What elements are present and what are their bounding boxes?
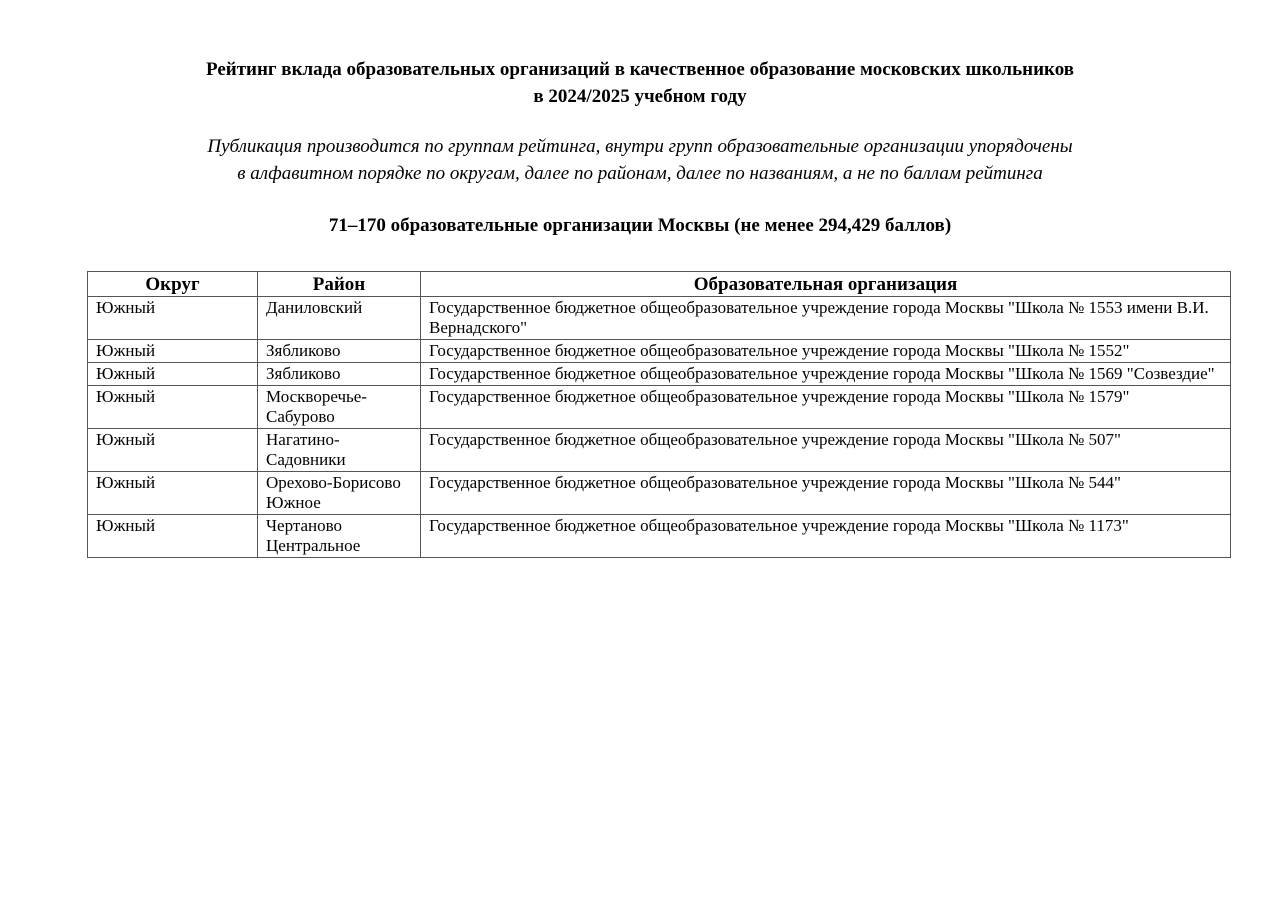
cell-okrug: Южный [88,429,258,472]
table-header-row [88,272,1231,297]
column-header-organization: Образовательная организация [421,272,1231,297]
cell-organization: Государственное бюджетное общеобразовательное учреждение города Москвы "Школа № 1579" [421,386,1231,429]
table-row [88,515,1231,558]
cell-okrug: Южный [88,297,258,340]
cell-rayon: Зябликово [258,363,421,386]
table-row [88,363,1231,386]
cell-rayon: Зябликово [258,340,421,363]
document-title [0,56,1280,110]
group-heading: 71–170 образовательные организации Москвы (не менее 294,429 баллов) [328,215,952,236]
cell-okrug: Южный [88,515,258,558]
cell-rayon: Нагатино-Садовники [258,429,421,472]
cell-organization: Государственное бюджетное общеобразовательное учреждение города Москвы "Школа № 1569 "Созвездие" [421,363,1231,386]
table-row [88,340,1231,363]
cell-rayon: Даниловский [258,297,421,340]
cell-organization: Государственное бюджетное общеобразовательное учреждение города Москвы "Школа № 507" [421,429,1231,472]
cell-rayon: Москворечье-Сабурово [258,386,421,429]
table-row [88,472,1231,515]
table-row [88,386,1231,429]
note-line-1: Публикация производится по группам рейтинга, внутри групп образовательные организации упорядочены [207,136,1073,157]
cell-organization: Государственное бюджетное общеобразовательное учреждение города Москвы "Школа № 1553 имени В.И. Вернадского" [421,297,1231,340]
table-row [88,429,1231,472]
publication-note [0,133,1280,187]
cell-rayon: Чертаново Центральное [258,515,421,558]
column-header-okrug: Округ [88,272,258,297]
note-line-2: в алфавитном порядке по округам, далее по районам, далее по названиям, а не по баллам рейтинга [237,163,1043,184]
cell-rayon: Орехово-Борисово Южное [258,472,421,515]
title-line-2: в 2024/2025 учебном году [533,86,747,107]
cell-okrug: Южный [88,472,258,515]
cell-okrug: Южный [88,386,258,429]
table-row [88,297,1231,340]
cell-okrug: Южный [88,340,258,363]
cell-organization: Государственное бюджетное общеобразовательное учреждение города Москвы "Школа № 1552" [421,340,1231,363]
title-line-1: Рейтинг вклада образовательных организаций в качественное образование московских школьников [205,59,1075,80]
cell-organization: Государственное бюджетное общеобразовательное учреждение города Москвы "Школа № 544" [421,472,1231,515]
cell-okrug: Южный [88,363,258,386]
rating-table [87,271,1231,558]
column-header-rayon: Район [258,272,421,297]
cell-organization: Государственное бюджетное общеобразовательное учреждение города Москвы "Школа № 1173" [421,515,1231,558]
